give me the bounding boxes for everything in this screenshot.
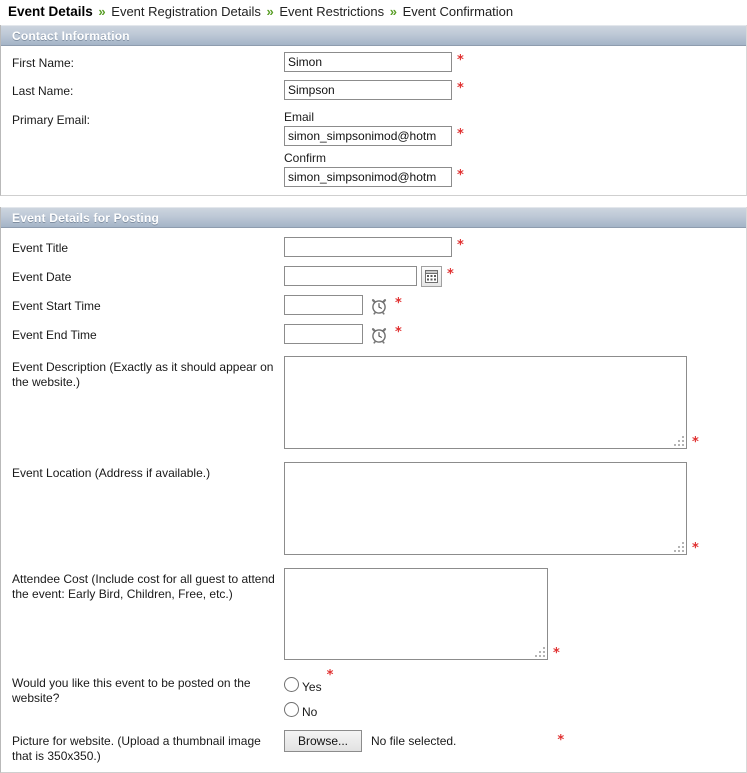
attendee-cost-textarea-wrap [284, 568, 548, 660]
radio-yes-label: Yes [302, 679, 322, 694]
post-on-website-label: Would you like this event to be posted on the website? [12, 676, 251, 705]
picture-upload-row [1, 730, 746, 764]
email-sublabel: Email [284, 110, 315, 124]
breadcrumb [0, 0, 747, 25]
event-start-time-label: Event Start Time [12, 299, 101, 313]
event-location-textarea[interactable] [284, 462, 687, 555]
radio-no-label: No [302, 704, 318, 719]
contact-information-header: Contact Information [1, 25, 746, 46]
event-start-time-row [1, 295, 746, 317]
email-input[interactable] [284, 126, 452, 146]
picture-upload-label: Picture for website. (Upload a thumbnail image that is 350x350.) [12, 734, 261, 763]
event-date-input[interactable] [284, 266, 417, 286]
post-on-website-radio-group [284, 672, 322, 722]
contact-information-panel [0, 25, 747, 196]
first-name-label: First Name: [12, 56, 75, 70]
last-name-input[interactable] [284, 80, 452, 100]
event-end-time-row [1, 324, 746, 346]
radio-option-no[interactable] [284, 697, 322, 722]
breadcrumb-separator-icon: » [389, 4, 397, 19]
required-asterisk: * [395, 325, 402, 340]
breadcrumb-separator-icon: » [266, 4, 274, 19]
required-asterisk: * [557, 733, 565, 748]
attendee-cost-textarea[interactable] [284, 568, 548, 660]
event-description-row [1, 356, 746, 449]
breadcrumb-item-event-details[interactable]: Event Details [8, 4, 93, 19]
breadcrumb-item-event-registration-details[interactable]: Event Registration Details [111, 4, 261, 19]
event-location-textarea-wrap [284, 462, 687, 555]
attendee-cost-label: Attendee Cost (Include cost for all guest to attend the event: Early Bird, Children, Free, etc.) [12, 572, 275, 601]
event-details-body [1, 228, 746, 772]
file-input-group [284, 730, 456, 752]
file-status-text: No file selected. [371, 734, 457, 748]
email-block [284, 109, 464, 187]
radio-yes-dot[interactable] [284, 677, 299, 692]
event-date-row [1, 266, 746, 288]
event-location-label: Event Location (Address if available.) [12, 466, 211, 480]
required-asterisk: * [692, 435, 699, 450]
last-name-row [1, 80, 746, 102]
event-title-row [1, 237, 746, 259]
event-title-label: Event Title [12, 241, 69, 255]
primary-email-label: Primary Email: [12, 113, 91, 127]
confirm-email-sublabel: Confirm [284, 151, 327, 165]
browse-button[interactable]: Browse... [284, 730, 362, 752]
event-description-textarea-wrap [284, 356, 687, 449]
last-name-label: Last Name: [12, 84, 74, 98]
clock-icon[interactable] [368, 295, 390, 317]
required-asterisk: * [457, 238, 464, 253]
calendar-icon[interactable] [421, 266, 442, 287]
event-description-label: Event Description (Exactly as it should appear on the website.) [12, 360, 274, 389]
radio-option-yes[interactable] [284, 672, 322, 697]
required-asterisk: * [395, 296, 402, 311]
required-asterisk: * [457, 81, 464, 96]
event-end-time-input[interactable] [284, 324, 363, 344]
required-asterisk: * [326, 668, 334, 683]
breadcrumb-item-event-confirmation[interactable]: Event Confirmation [402, 4, 514, 19]
contact-information-body [1, 46, 746, 195]
radio-no-dot[interactable] [284, 702, 299, 717]
first-name-input[interactable] [284, 52, 452, 72]
confirm-email-input[interactable] [284, 167, 452, 187]
required-asterisk: * [553, 646, 560, 661]
required-asterisk: * [447, 267, 454, 282]
required-asterisk: * [692, 541, 699, 556]
primary-email-row [1, 109, 746, 187]
required-asterisk: * [457, 168, 464, 183]
event-date-label: Event Date [12, 270, 72, 284]
event-title-input[interactable] [284, 237, 452, 257]
required-asterisk: * [457, 127, 464, 142]
post-on-website-row [1, 668, 746, 722]
event-location-row [1, 462, 746, 555]
breadcrumb-separator-icon: » [98, 4, 106, 19]
event-details-header: Event Details for Posting [1, 207, 746, 228]
breadcrumb-item-event-restrictions[interactable]: Event Restrictions [279, 4, 385, 19]
event-start-time-input[interactable] [284, 295, 363, 315]
required-asterisk: * [457, 53, 464, 68]
event-details-panel [0, 207, 747, 773]
event-end-time-label: Event End Time [12, 328, 97, 342]
event-description-textarea[interactable] [284, 356, 687, 449]
first-name-row [1, 52, 746, 74]
attendee-cost-row [1, 568, 746, 660]
clock-icon[interactable] [368, 324, 390, 346]
